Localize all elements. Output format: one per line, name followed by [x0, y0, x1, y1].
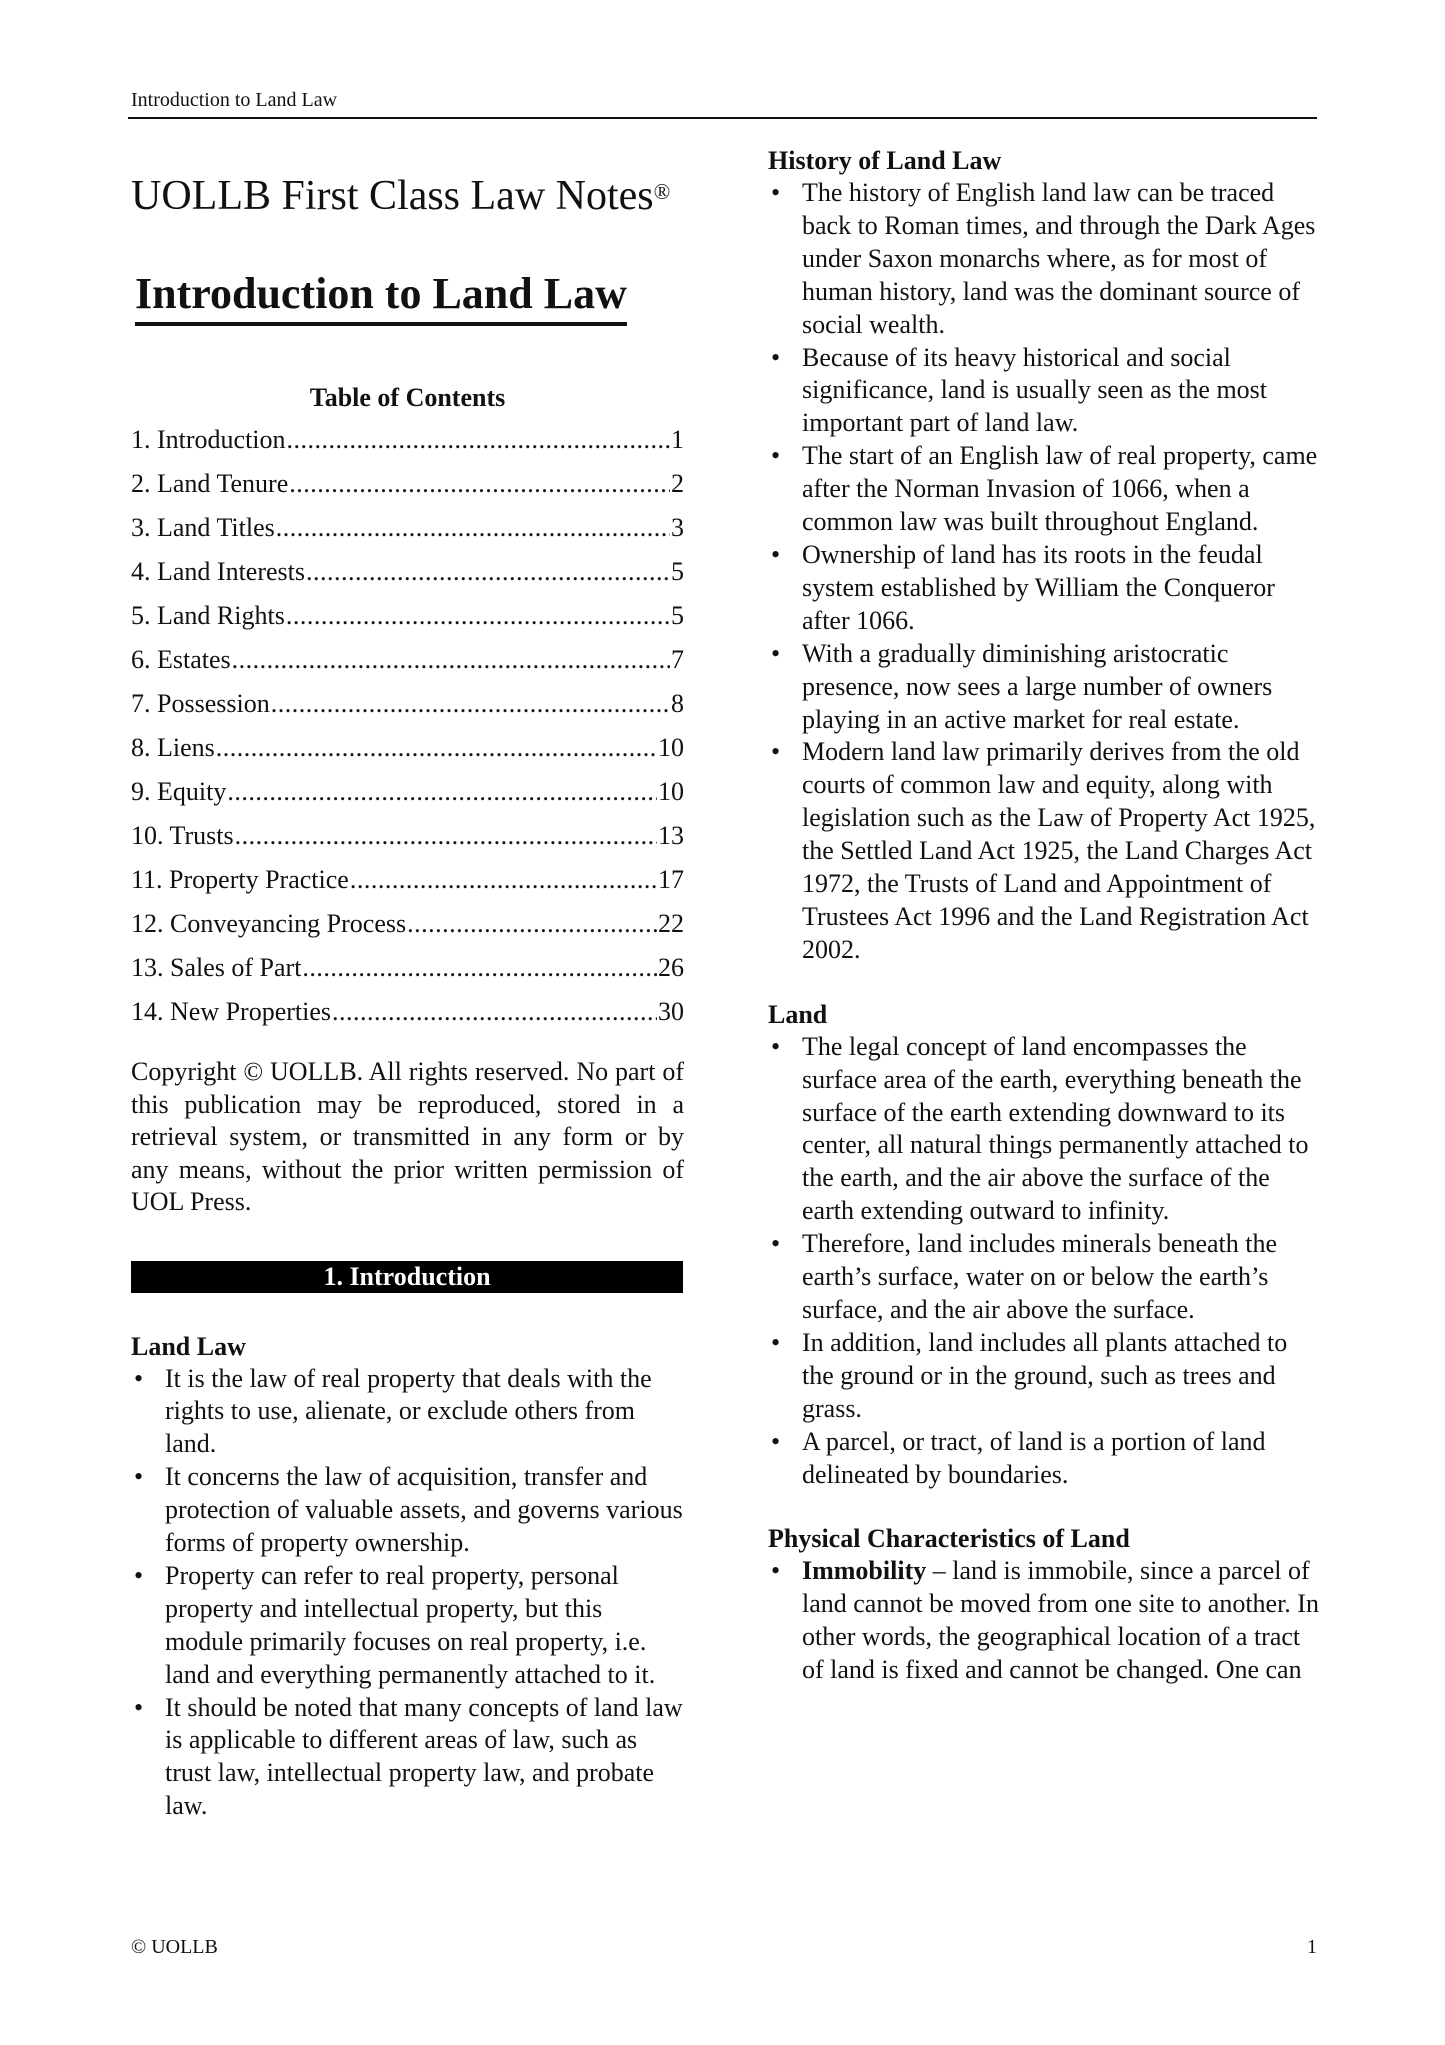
subheading-history-of-land-law: History of Land Law — [768, 146, 1002, 175]
bullet-icon: • — [771, 342, 781, 372]
toc-item-label: 2. Land Tenure — [131, 469, 289, 498]
toc-leader-dots — [271, 682, 670, 726]
brand-name: UOLLB First Class Law Notes — [131, 173, 654, 219]
bullet-icon: • — [134, 1692, 144, 1722]
toc-item-page: 30 — [658, 997, 684, 1026]
toc-item-page: 2 — [671, 469, 684, 498]
bullet-item — [131, 1461, 684, 1560]
toc-item-label: 5. Land Rights — [131, 601, 285, 630]
bullet-item — [768, 1228, 1323, 1327]
document-title: Introduction to Land Law — [135, 266, 627, 326]
toc-item-page: 8 — [671, 689, 684, 718]
toc-item[interactable] — [131, 418, 684, 462]
history-bullets — [768, 177, 1323, 967]
toc-item-page: 26 — [658, 953, 684, 982]
toc-item-label: 12. Conveyancing Process — [131, 909, 407, 938]
right-column — [768, 145, 1323, 1687]
subheading-land-law: Land Law — [131, 1331, 246, 1361]
toc-item-label: 9. Equity — [131, 777, 227, 806]
bullet-text: Property can refer to real property, personal property and intellectual property, but this module primarily focuses on real property, i.e. land and everything permanently attached to it. — [165, 1560, 656, 1689]
spacer — [768, 967, 1323, 999]
bullet-text: Modern land law primarily derives from the old courts of common law and equity, along with legislation such as the Law of Property Act 1925, the Settled Land Act 1925, the Land Charges Act 1972, the Trusts of Land and Appointment of Trustees Act 1996 and the Land Registration Act 2002. — [802, 737, 1316, 964]
subheading-land: Land — [768, 999, 828, 1029]
toc-heading: Table of Contents — [309, 383, 506, 412]
bullet-icon: • — [771, 178, 781, 207]
toc-item[interactable] — [131, 682, 684, 726]
toc-item-page: 17 — [658, 865, 684, 894]
bullet-item — [768, 1555, 1323, 1687]
land-law-bullets — [131, 1363, 684, 1824]
brand-title — [131, 170, 684, 222]
toc-item-label: 8. Liens — [131, 733, 215, 762]
toc-item-label: 10. Trusts — [131, 821, 234, 850]
toc-item[interactable] — [131, 990, 684, 1034]
bullet-item — [131, 1363, 684, 1462]
toc-item-page: 5 — [671, 601, 684, 630]
toc-leader-dots — [227, 770, 657, 814]
toc-leader-dots — [287, 418, 670, 462]
bullet-icon: • — [771, 441, 781, 471]
copyright-notice: Copyright © UOLLB. All rights reserved. No part of this publication may be reproduced, stored in a retrieval system, or transmitted in any form or by any means, without the prior written permission of UOL Press. — [131, 1057, 684, 1216]
subheading-physical-characteristics: Physical Characteristics of Land — [768, 1524, 1130, 1554]
bullet-text: It should be noted that many concepts of land law is applicable to different areas of law, such as trust law, intellectual property law, and probate law. — [165, 1692, 683, 1821]
toc-leader-dots — [216, 726, 657, 770]
toc-item[interactable] — [131, 462, 684, 506]
toc-leader-dots — [276, 506, 670, 550]
toc-item-page: 13 — [658, 821, 684, 850]
footer-copyright: © UOLLB — [131, 1936, 218, 1958]
bullet-icon: • — [134, 1560, 144, 1590]
bullet-text: The history of English land law can be traced back to Roman times, and through the Dark Ages under Saxon monarchs where, as for most of human history, land was the dominant source of social wealth. — [802, 178, 1316, 339]
bullet-text: Ownership of land has its roots in the feudal system established by William the Conqueror after 1066. — [802, 539, 1275, 635]
bullet-icon: • — [771, 1229, 781, 1259]
toc-item-page: 1 — [671, 425, 684, 454]
bullet-item — [768, 440, 1323, 539]
bullet-text: It concerns the law of acquisition, transfer and protection of valuable assets, and governs various forms of property ownership. — [165, 1462, 683, 1558]
bullet-text: The legal concept of land encompasses the surface area of the earth, everything beneath the surface of the earth extending downward to its center, all natural things permanently attached to the earth, and the air above the surface of the earth extending outward to infinity. — [802, 1031, 1309, 1226]
bullet-item — [768, 638, 1323, 737]
toc-item-page: 10 — [658, 733, 684, 762]
bullet-text: In addition, land includes all plants attached to the ground or in the ground, such as trees and grass. — [802, 1327, 1288, 1423]
toc-item-label: 4. Land Interests — [131, 557, 306, 586]
bullet-text: A parcel, or tract, of land is a portion of land delineated by boundaries. — [802, 1426, 1266, 1489]
bullet-icon: • — [771, 1031, 781, 1061]
bullet-item — [131, 1692, 684, 1824]
toc-leader-dots — [332, 990, 657, 1034]
bullet-icon: • — [771, 1426, 781, 1456]
header-rule — [128, 117, 1317, 119]
table-of-contents — [131, 418, 684, 1034]
toc-item-page: 10 — [658, 777, 684, 806]
bullet-text: With a gradually diminishing aristocratic presence, now sees a large number of owners playing in an active market for real estate. — [802, 638, 1273, 734]
bullet-item — [768, 177, 1323, 342]
toc-item-label: 14. New Properties — [131, 997, 332, 1026]
bullet-item — [768, 539, 1323, 638]
toc-item-label: 3. Land Titles — [131, 513, 275, 542]
toc-item[interactable] — [131, 638, 684, 682]
toc-item-page: 22 — [658, 909, 684, 938]
toc-item[interactable] — [131, 902, 684, 946]
running-header: Introduction to Land Law — [131, 89, 338, 111]
bullet-term: Immobility — [802, 1556, 927, 1586]
land-bullets — [768, 1031, 1323, 1492]
bullet-icon: • — [134, 1363, 144, 1393]
bullet-item — [768, 1327, 1323, 1426]
toc-leader-dots — [232, 638, 670, 682]
bullet-text: – land is immobile, since a parcel of land cannot be moved from one site to another. In other words, the geographical location of a tract of land is fixed and cannot be changed. One can — [802, 1556, 1319, 1685]
toc-item-label: 1. Introduction — [131, 425, 286, 454]
bullet-icon: • — [771, 638, 781, 668]
bullet-item — [131, 1560, 684, 1692]
section-banner-introduction: 1. Introduction — [131, 1261, 683, 1293]
physical-characteristics-bullets — [768, 1555, 1323, 1687]
toc-item[interactable] — [131, 814, 684, 858]
toc-item-page: 5 — [671, 557, 684, 586]
bullet-text: Because of its heavy historical and social significance, land is usually seen as the most important part of land law. — [802, 342, 1268, 438]
toc-leader-dots — [289, 462, 670, 506]
left-column — [131, 160, 684, 1823]
toc-item[interactable] — [131, 506, 684, 550]
spacer — [768, 1491, 1323, 1523]
bullet-item — [768, 736, 1323, 966]
toc-item[interactable] — [131, 550, 684, 594]
toc-leader-dots — [407, 902, 657, 946]
toc-item-page: 3 — [671, 513, 684, 542]
toc-item[interactable] — [131, 858, 684, 902]
toc-item-label: 13. Sales of Part — [131, 953, 302, 982]
toc-leader-dots — [350, 858, 657, 902]
bullet-item — [768, 1031, 1323, 1228]
bullet-icon: • — [134, 1462, 144, 1492]
page-number: 1 — [1307, 1936, 1317, 1958]
toc-item[interactable] — [131, 770, 684, 814]
bullet-text: Therefore, land includes minerals beneath the earth’s surface, water on or below the earth’s surface, and the air above the surface. — [802, 1229, 1278, 1324]
toc-item-label: 11. Property Practice — [131, 865, 349, 894]
toc-item-label: 7. Possession — [131, 689, 270, 718]
bullet-text: It is the law of real property that deals with the rights to use, alienate, or exclude others from land. — [165, 1363, 652, 1459]
bullet-icon: • — [771, 539, 781, 569]
bullet-text: The start of an English law of real property, came after the Norman Invasion of 1066, when a common law was built throughout England. — [802, 441, 1318, 537]
toc-item[interactable] — [131, 594, 684, 638]
bullet-icon: • — [771, 1327, 781, 1357]
toc-leader-dots — [235, 814, 657, 858]
bullet-item — [768, 342, 1323, 441]
bullet-icon: • — [771, 737, 781, 767]
bullet-item — [768, 1426, 1323, 1492]
registered-mark: ® — [653, 179, 671, 204]
toc-leader-dots — [302, 946, 657, 990]
toc-item[interactable] — [131, 946, 684, 990]
toc-item-label: 6. Estates — [131, 645, 231, 674]
toc-item[interactable] — [131, 726, 684, 770]
toc-item-page: 7 — [671, 645, 684, 674]
toc-leader-dots — [286, 594, 670, 638]
toc-leader-dots — [306, 550, 670, 594]
bullet-icon: • — [771, 1556, 781, 1586]
